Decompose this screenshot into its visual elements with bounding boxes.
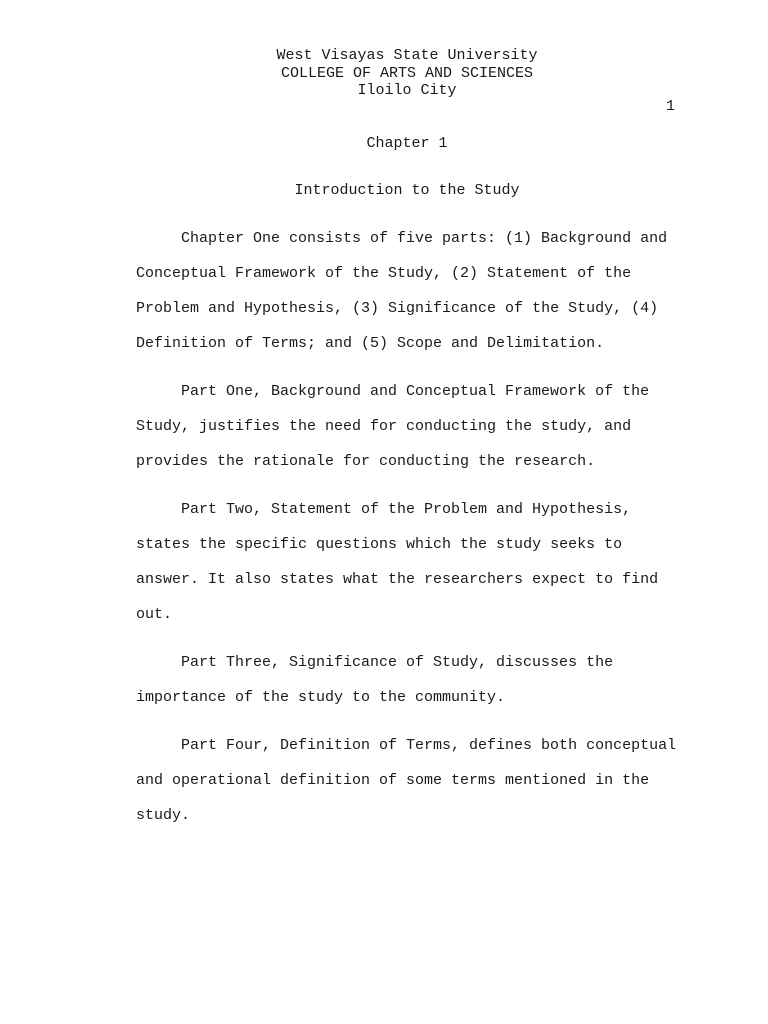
body-text bbox=[136, 221, 684, 846]
paragraph-part-three: Part Three, Significance of Study, discusses the importance of the study to the community. bbox=[136, 654, 614, 706]
paragraph-part-one: Part One, Background and Conceptual Framework of the Study, justifies the need for conducting the study, and provides the rationale for conducting the research. bbox=[136, 383, 650, 470]
chapter-label: Chapter 1 bbox=[366, 135, 448, 152]
college-name: COLLEGE OF ARTS AND SCIENCES bbox=[280, 65, 534, 82]
paragraph-overview: Chapter One consists of five parts: (1) Background and Conceptual Framework of the Study, (2) Statement of the Problem and Hypothesis, (3) Significance of the Study, (4) Definition of Terms; and (5) Scope and Delimitation. bbox=[136, 230, 668, 352]
paragraph-part-two: Part Two, Statement of the Problem and Hypothesis, states the specific questions which the study seeks to answer. It also states what the researchers expect to find out. bbox=[136, 501, 659, 623]
university-name: West Visayas State University bbox=[276, 47, 538, 64]
page-number: 1 bbox=[666, 98, 676, 115]
chapter-title: Introduction to the Study bbox=[294, 182, 520, 199]
city-name: Iloilo City bbox=[357, 82, 457, 99]
paragraph-part-four: Part Four, Definition of Terms, defines both conceptual and operational definition of some terms mentioned in the study. bbox=[136, 737, 677, 824]
